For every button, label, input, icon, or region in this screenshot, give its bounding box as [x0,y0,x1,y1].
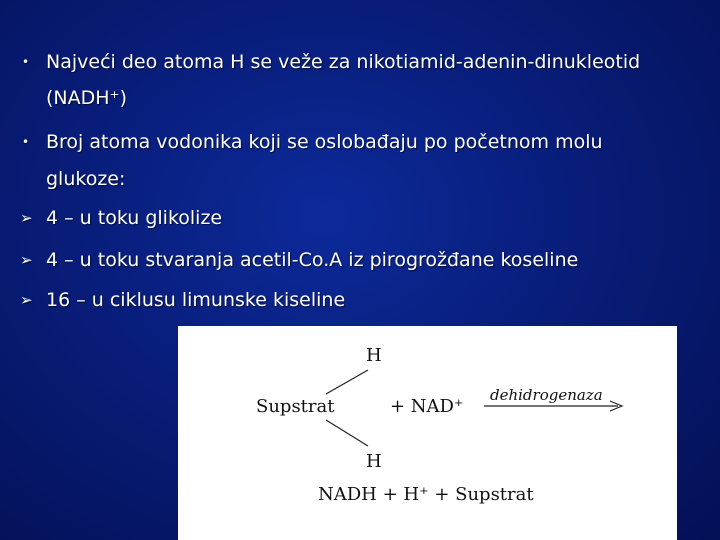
bond-line-top [326,370,368,394]
hydrogen-top-label: H [366,345,382,366]
plus-nad-label: + NAD⁺ [390,396,464,417]
subitem-citric-cycle: 16 – u ciklusu limunske kiseline [46,289,346,311]
hydrogen-bottom-label: H [366,451,382,472]
substrate-label: Supstrat [256,396,335,417]
arrow-bullet-icon: ➢ [20,251,33,269]
bond-line-bottom [326,420,368,446]
bullet-1-line-2: (NADH⁺) [46,87,127,109]
subitem-glycolysis: 4 – u toku glikolize [46,207,223,229]
arrow-bullet-icon: ➢ [20,291,33,309]
reaction-figure [178,326,677,540]
bullet-marker: • [22,135,30,149]
product-label: NADH + H⁺ + Supstrat [318,484,534,505]
bullet-1-line-1: Najveći deo atoma H se veže za nikotiamid-adenin-dinukleotid [46,51,641,73]
bullet-marker: • [22,55,30,69]
arrow-bullet-icon: ➢ [20,209,33,227]
reaction-diagram [178,326,677,540]
subitem-acetyl-coa: 4 – u toku stvaranja acetil-Co.A iz pirogrožđane koseline [46,249,579,271]
enzyme-label: dehidrogenaza [490,386,603,404]
bullet-2-line-2: glukoze: [46,168,126,190]
bullet-2-line-1: Broj atoma vodonika koji se oslobađaju po početnom molu [46,131,603,153]
